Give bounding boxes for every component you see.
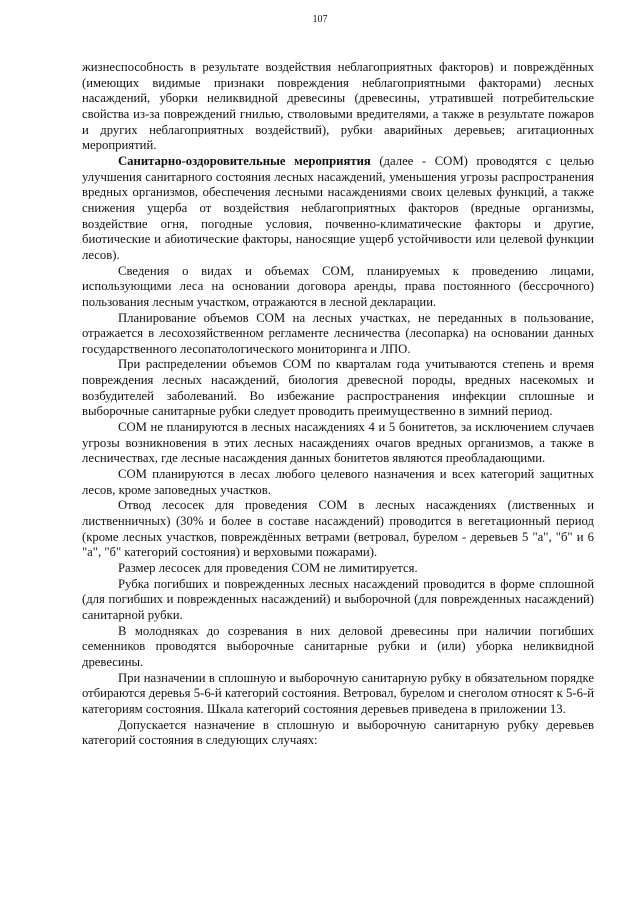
paragraph-assignment: При назначении в сплошную и выборочную санитарную рубку в обязательном порядке отбираются деревья 5-6-й категорий состояния. Ветровал, бурелом и снеголом относят к 5-6-й категориям состояния. Шкала категорий состояния деревьев приведена в приложении 13.: [82, 670, 594, 716]
paragraph-declaration: Сведения о видах и объемах СОМ, планируемых к проведению лицами, использующими леса на основании договора аренды, права постоянного (бессрочного) пользования лесным участком, отражаются в лесной декларации.: [82, 263, 594, 309]
paragraph-allotment: Отвод лесосек для проведения СОМ в лесных насаждениях (лиственных и лиственничных) (30% и более в составе насаждений) проводится в вегетационный период (кроме лесных участков, повреждённых ветрами (ветровал, бурелом - деревьев 5 "а", "б" и 6 "а", "б" категорий состояния) и верховыми пожарами).: [82, 498, 594, 560]
paragraph-som-definition: [82, 154, 594, 264]
paragraph-forest-categories: СОМ планируются в лесах любого целевого назначения и всех категорий защитных лесов, кроме заповедных участков.: [82, 467, 594, 497]
paragraph-felling-forms: Рубка погибших и поврежденных лесных насаждений проводится в форме сплошной (для погибших и поврежденных насаждений) и выборочной (для поврежденных насаждений) санитарной рубки.: [82, 576, 594, 622]
paragraph-size: Размер лесосек для проведения СОМ не лимитируется.: [118, 561, 418, 575]
paragraph-bonitet: СОМ не планируются в лесных насаждениях 4 и 5 бонитетов, за исключением случаев угрозы возникновения в этих лесных насаждениях очагов вредных организмов, а также в лесничествах, где лесные насаждения данных бонитетов являются преобладающими.: [82, 420, 594, 466]
page-number: 107: [312, 14, 328, 25]
paragraph-continuation: жизнеспособность в результате воздействия неблагоприятных факторов) и повреждённых (имеющих видимые признаки повреждения неблагоприятными факторами) лесных насаждений, уборки неликвидной древесины (древесины, утратившей потребительские свойства из-за повреждений гнилью, стволовыми вредителями, а также в результате пожаров и других неблагоприятных воздействий), рубки аварийных деревьев; агитационных мероприятий.: [82, 60, 594, 153]
paragraph-distribution: При распределении объемов СОМ по кварталам года учитываются степень и время повреждения лесных насаждений, биология древесной породы, вредных насекомых и возбудителей заболеваний. Во избежание распространения инфекции сплошные и выборочные санитарные рубки следует проводить преимущественно в зимний период.: [82, 357, 594, 419]
term-som: Санитарно-оздоровительные мероприятия: [118, 153, 371, 168]
document-body: [82, 60, 594, 749]
paragraph-young-stands: В молодняках до созревания в них деловой древесины при наличии погибших семенников проводятся выборочные санитарные рубки и (или) уборка неликвидной древесины.: [82, 623, 594, 669]
paragraph-som-definition-text: (далее - СОМ) проводятся с целью улучшения санитарного состояния лесных насаждений, уменьшения угрозы распространения вредных организмов, обеспечения лесными насаждениями своих целевых функций, а также снижения ущерба от воздействия неблагоприятных факторов (вредные организмы, воздействие огня, погодные условия, почвенно-климатические факторы и другие, биотические и абиотические факторы, наносящие ущерб устойчивости или целевой функции лесов).: [82, 153, 594, 262]
paragraph-allowed-cases: Допускается назначение в сплошную и выборочную санитарную рубку деревьев категорий состояния в следующих случаях:: [82, 717, 594, 748]
paragraph-planning: Планирование объемов СОМ на лесных участках, не переданных в пользование, отражается в лесохозяйственном регламенте лесничества (лесопарка) на основании данных государственного лесопатологического мониторинга и ЛПО.: [82, 310, 594, 356]
